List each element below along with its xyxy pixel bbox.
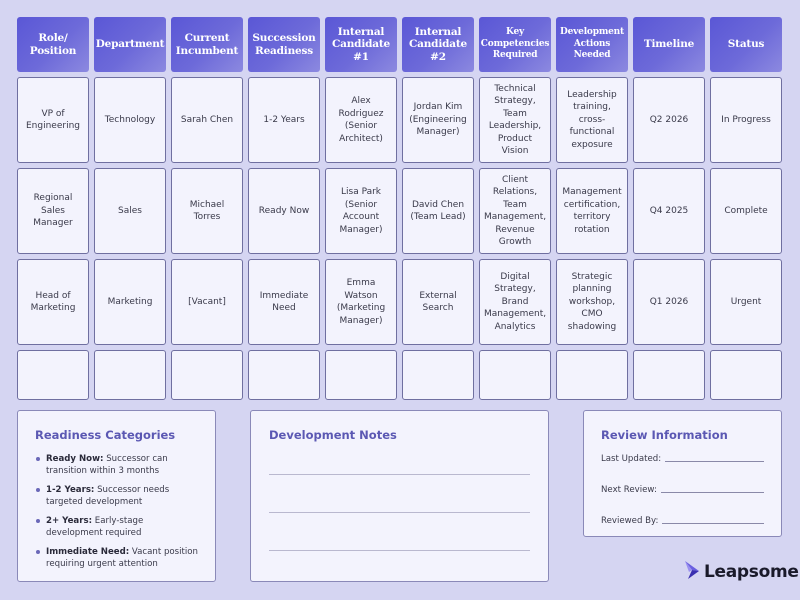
cell-development-actions[interactable]: Leadership training, cross-functional exposure (556, 77, 628, 163)
brand-name: Leapsome (704, 562, 799, 582)
header-succession-readiness: Succession Readiness (248, 17, 320, 72)
cell-department[interactable]: Technology (94, 77, 166, 163)
cell-incumbent[interactable]: Michael Torres (171, 168, 243, 254)
readiness-term: 1-2 Years: (46, 485, 95, 495)
bullet-icon (36, 519, 40, 523)
readiness-desc: Vacant position requiring urgent attention (46, 547, 198, 569)
cell-candidate-1-empty[interactable] (325, 350, 397, 400)
cell-competencies[interactable]: Client Relations, Team Management, Revenue Growth (479, 168, 551, 254)
cell-department[interactable]: Sales (94, 168, 166, 254)
cell-incumbent[interactable]: [Vacant] (171, 259, 243, 345)
cell-department-empty[interactable] (94, 350, 166, 400)
readiness-categories-panel (17, 410, 216, 582)
cell-department[interactable]: Marketing (94, 259, 166, 345)
cell-role-empty[interactable] (17, 350, 89, 400)
development-notes-panel (250, 410, 549, 582)
readiness-title: Readiness Categories (35, 428, 176, 442)
cell-candidate-2[interactable]: Jordan Kim (Engineering Manager) (402, 77, 474, 163)
cell-incumbent[interactable]: Sarah Chen (171, 77, 243, 163)
cell-development-actions[interactable]: Management certification, territory rotation (556, 168, 628, 254)
cell-candidate-2[interactable]: External Search (402, 259, 474, 345)
succession-table (17, 17, 782, 400)
readiness-term: Immediate Need: (46, 547, 130, 557)
cell-role[interactable]: Head of Marketing (17, 259, 89, 345)
development-notes-title: Development Notes (269, 428, 397, 442)
bullet-icon (36, 550, 40, 554)
cell-role[interactable]: VP of Engineering (17, 77, 89, 163)
note-line-2[interactable] (269, 512, 530, 513)
last-updated-row (601, 452, 764, 464)
review-information-panel (583, 410, 782, 537)
header-status: Status (710, 17, 782, 72)
readiness-item (35, 546, 198, 570)
header-internal-candidate-2: Internal Candidate #2 (402, 17, 474, 72)
cell-timeline[interactable]: Q2 2026 (633, 77, 705, 163)
cell-candidate-2[interactable]: David Chen (Team Lead) (402, 168, 474, 254)
cell-development-actions[interactable]: Strategic planning workshop, CMO shadowing (556, 259, 628, 345)
reviewed-by-field[interactable] (662, 523, 764, 524)
next-review-field[interactable] (661, 492, 764, 493)
cell-timeline[interactable]: Q4 2025 (633, 168, 705, 254)
cell-development-actions-empty[interactable] (556, 350, 628, 400)
cell-competencies[interactable]: Technical Strategy, Team Leadership, Product Vision (479, 77, 551, 163)
cell-incumbent-empty[interactable] (171, 350, 243, 400)
cell-candidate-2-empty[interactable] (402, 350, 474, 400)
last-updated-label: Last Updated: (601, 454, 662, 464)
readiness-list (35, 453, 198, 570)
cell-status[interactable]: Complete (710, 168, 782, 254)
cell-timeline[interactable]: Q1 2026 (633, 259, 705, 345)
readiness-desc: Successor needs targeted development (46, 485, 170, 507)
note-line-1[interactable] (269, 474, 530, 475)
last-updated-field[interactable] (665, 461, 764, 462)
cell-timeline-empty[interactable] (633, 350, 705, 400)
header-timeline: Timeline (633, 17, 705, 72)
cell-readiness[interactable]: Ready Now (248, 168, 320, 254)
header-department: Department (94, 17, 166, 72)
next-review-label: Next Review: (601, 485, 657, 495)
bullet-icon (36, 488, 40, 492)
next-review-row (601, 483, 764, 495)
header-current-incumbent: Current Incumbent (171, 17, 243, 72)
bullet-icon (36, 457, 40, 461)
cell-competencies-empty[interactable] (479, 350, 551, 400)
readiness-desc: Early-stage development required (46, 516, 144, 538)
cell-readiness[interactable]: Immediate Need (248, 259, 320, 345)
cell-readiness-empty[interactable] (248, 350, 320, 400)
cell-readiness[interactable]: 1-2 Years (248, 77, 320, 163)
readiness-item (35, 515, 198, 539)
cell-status[interactable]: Urgent (710, 259, 782, 345)
readiness-desc: Successor can transition within 3 months (46, 454, 168, 476)
readiness-term: 2+ Years: (46, 516, 93, 526)
header-role-position: Role/ Position (17, 17, 89, 72)
header-development-actions: Development Actions Needed (556, 17, 628, 72)
reviewed-by-label: Reviewed By: (601, 516, 659, 526)
cell-status[interactable]: In Progress (710, 77, 782, 163)
cell-candidate-1[interactable]: Lisa Park (Senior Account Manager) (325, 168, 397, 254)
header-internal-candidate-1: Internal Candidate #1 (325, 17, 397, 72)
readiness-item (35, 484, 198, 508)
cell-role[interactable]: Regional Sales Manager (17, 168, 89, 254)
header-key-competencies: Key Competencies Required (479, 17, 551, 72)
cell-competencies[interactable]: Digital Strategy, Brand Management, Analytics (479, 259, 551, 345)
cell-status-empty[interactable] (710, 350, 782, 400)
cell-candidate-1[interactable]: Alex Rodriguez (Senior Architect) (325, 77, 397, 163)
cell-candidate-1[interactable]: Emma Watson (Marketing Manager) (325, 259, 397, 345)
note-line-3[interactable] (269, 550, 530, 551)
readiness-item (35, 453, 198, 477)
readiness-term: Ready Now: (46, 454, 104, 464)
review-title: Review Information (601, 428, 728, 442)
leapsome-logo (684, 560, 799, 584)
leapsome-bird-icon (684, 560, 700, 584)
reviewed-by-row (601, 514, 764, 526)
